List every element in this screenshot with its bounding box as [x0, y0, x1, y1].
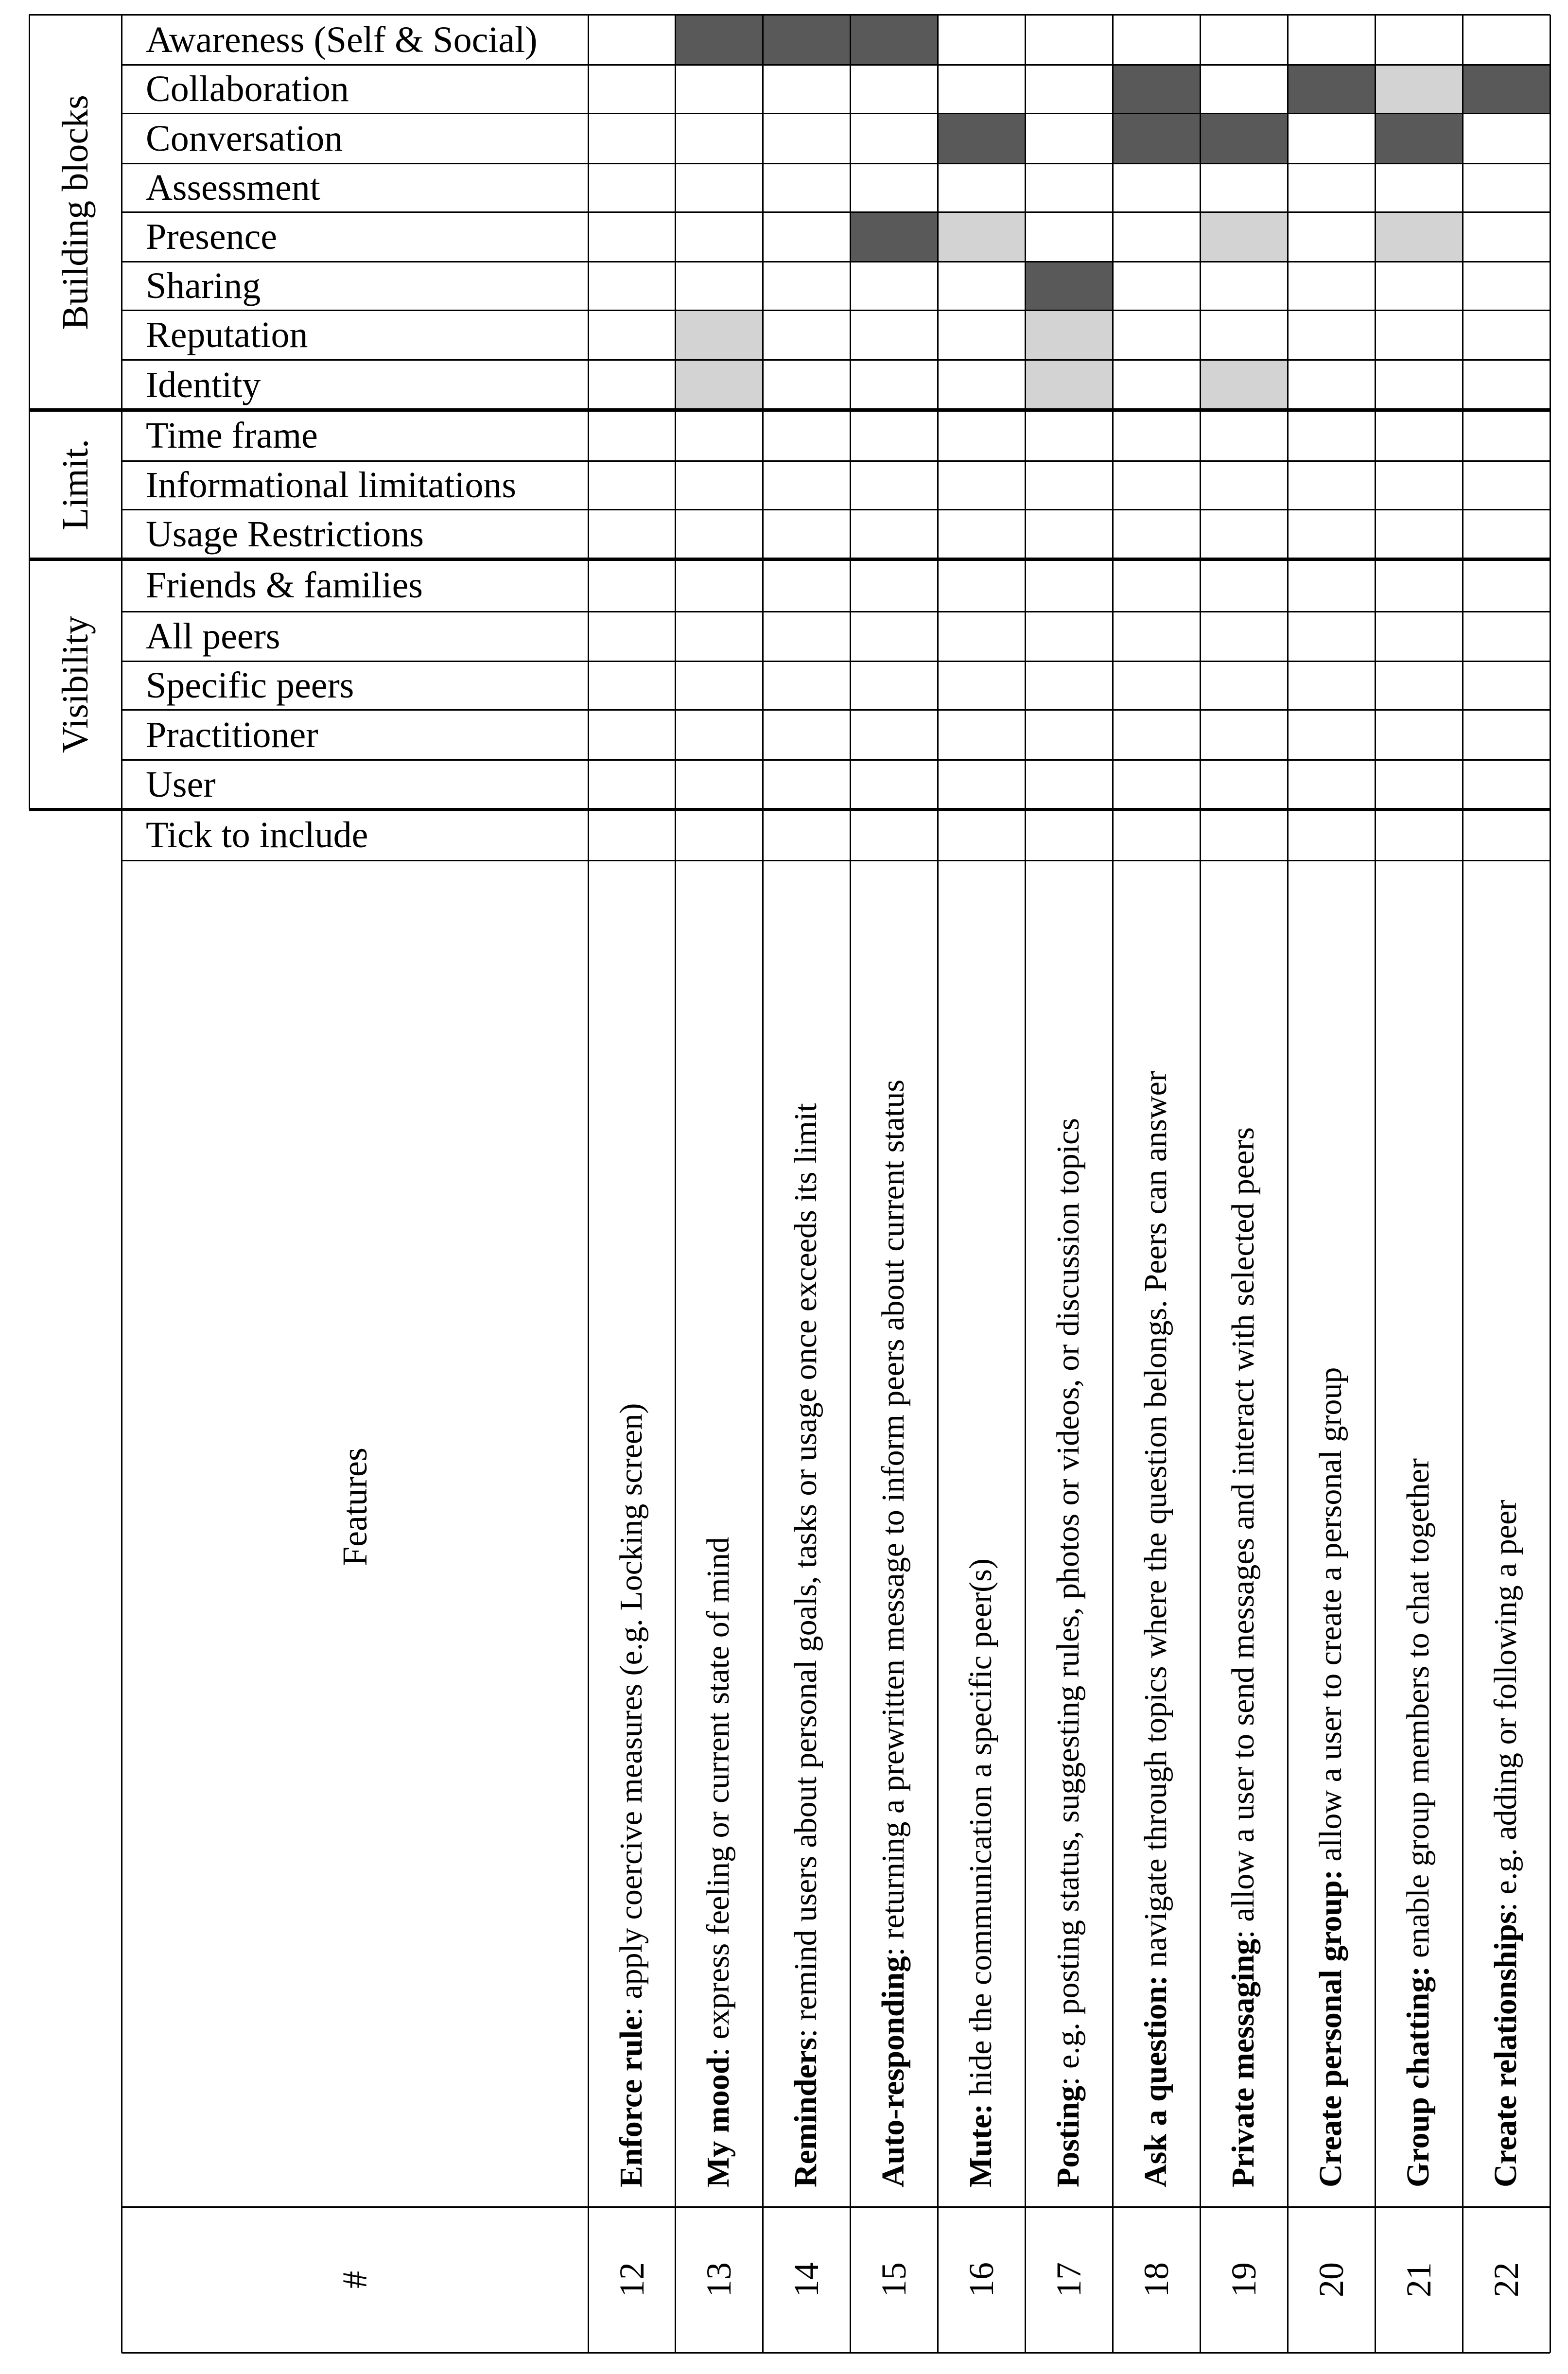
row-label: Sharing	[146, 265, 261, 306]
feature-detail: : remind users about personal goals, tasks or usage once exceeds its limit	[788, 1103, 823, 2038]
feature-detail: : returning a prewritten message to inform peers about current status	[875, 1079, 911, 1956]
shaded-cell	[1200, 360, 1288, 410]
shaded-cell	[938, 212, 1025, 262]
grid-line	[1025, 15, 1026, 2353]
grid-line	[1287, 15, 1289, 2353]
grid-line	[122, 2352, 1550, 2354]
feature-number: 14	[787, 2262, 826, 2297]
feature-number: 15	[874, 2262, 913, 2297]
row-label: Friends & families	[146, 565, 423, 606]
shaded-cell	[1200, 212, 1288, 262]
shaded-cell	[1200, 113, 1288, 163]
row-label: Specific peers	[146, 665, 354, 706]
feature-detail: : e.g. posting status, suggesting rules, photos or videos, or discussion topics	[1050, 1118, 1086, 2086]
shaded-cell	[1375, 65, 1463, 113]
grid-line	[122, 163, 1550, 164]
tick-to-include-checkbox[interactable]	[938, 809, 1025, 860]
grid-line	[588, 15, 589, 2353]
feature-description	[615, 1403, 647, 2187]
tick-to-include-checkbox[interactable]	[1200, 809, 1288, 860]
grid-line	[122, 759, 1550, 761]
shaded-cell	[1288, 65, 1375, 113]
feature-description	[1490, 1500, 1522, 2187]
feature-name: Create personal group:	[1313, 1869, 1348, 2187]
grid-line	[1550, 15, 1551, 2353]
shaded-cell	[675, 310, 763, 360]
shaded-cell	[675, 360, 763, 410]
number-header: #	[335, 2271, 374, 2288]
feature-number: 12	[612, 2262, 651, 2297]
grid-line	[122, 310, 1550, 311]
row-label: Presence	[146, 216, 278, 257]
feature-name: Private messaging	[1225, 1938, 1261, 2187]
feature-name: Posting	[1050, 2085, 1086, 2187]
row-label: Assessment	[146, 167, 320, 208]
shaded-cell	[938, 113, 1025, 163]
shaded-cell	[1025, 360, 1113, 410]
shaded-cell	[1375, 212, 1463, 262]
grid-line	[1200, 15, 1201, 2353]
row-label: Reputation	[146, 314, 308, 355]
row-label: Usage Restrictions	[146, 514, 424, 555]
feature-description	[1140, 1071, 1172, 2187]
grid-line	[122, 113, 1550, 114]
tick-to-include-checkbox[interactable]	[1025, 809, 1113, 860]
shaded-cell	[675, 15, 763, 65]
tick-to-include-checkbox[interactable]	[763, 809, 850, 860]
feature-detail: : express feeling or current state of mind	[700, 1537, 736, 2057]
shaded-cell	[1025, 310, 1113, 360]
feature-description	[1052, 1118, 1084, 2187]
grid-line	[675, 15, 676, 2353]
feature-name: Ask a question:	[1138, 1975, 1173, 2187]
feature-description	[702, 1537, 734, 2187]
feature-detail: navigate through topics where the question belongs. Peers can answer	[1138, 1071, 1173, 1975]
grid-line	[122, 64, 1550, 66]
feature-detail: : e.g. adding or following a peer	[1488, 1500, 1523, 1912]
tick-to-include-checkbox[interactable]	[1113, 809, 1200, 860]
shaded-cell	[1463, 65, 1550, 113]
grid-line	[121, 15, 122, 2353]
grid-line	[122, 611, 1550, 612]
grid-line	[1375, 15, 1376, 2353]
feature-detail: : allow a user to send messages and interact with selected peers	[1225, 1127, 1261, 1939]
grid-line	[122, 509, 1550, 510]
feature-number: 17	[1049, 2262, 1088, 2297]
shaded-cell	[1113, 65, 1200, 113]
grid-line	[1462, 15, 1463, 2353]
shaded-cell	[850, 15, 938, 65]
feature-name: Create relationships	[1488, 1911, 1523, 2187]
feature-description	[1315, 1367, 1347, 2187]
row-label: Awareness (Self & Social)	[146, 19, 538, 60]
feature-number: 22	[1487, 2262, 1526, 2297]
feature-detail: enable group members to chat together	[1400, 1458, 1436, 1966]
feature-number: 18	[1137, 2262, 1176, 2297]
tick-to-include-checkbox[interactable]	[1463, 809, 1550, 860]
grid-line	[937, 15, 939, 2353]
row-label: Collaboration	[146, 69, 349, 109]
group-label: Visibility	[55, 615, 96, 753]
grid-line	[1112, 15, 1114, 2353]
row-label: Tick to include	[146, 814, 368, 855]
row-label: Conversation	[146, 118, 343, 159]
shaded-cell	[763, 15, 850, 65]
grid-line	[29, 558, 1550, 561]
tick-to-include-checkbox[interactable]	[1375, 809, 1463, 860]
feature-number: 13	[699, 2262, 738, 2297]
shaded-cell	[850, 212, 938, 262]
group-label: Building blocks	[55, 94, 96, 330]
grid-line	[122, 661, 1550, 662]
feature-description	[1402, 1458, 1434, 2187]
feature-number: 21	[1399, 2262, 1438, 2297]
grid-line	[122, 460, 1550, 462]
row-label: All peers	[146, 616, 280, 657]
row-label: Practitioner	[146, 714, 318, 755]
tick-to-include-checkbox[interactable]	[588, 809, 675, 860]
feature-name: Reminders	[788, 2038, 823, 2187]
feature-detail: hide the communication a specific peer(s)	[963, 1558, 998, 2104]
feature-number: 20	[1312, 2262, 1351, 2297]
row-label: Informational limitations	[146, 465, 516, 506]
feature-detail: allow a user to create a personal group	[1313, 1367, 1348, 1870]
feature-number: 19	[1224, 2262, 1263, 2297]
feature-description	[877, 1080, 909, 2187]
tick-to-include-checkbox[interactable]	[850, 809, 938, 860]
grid-line	[122, 211, 1550, 213]
group-label: Limit.	[55, 438, 96, 530]
grid-line	[850, 15, 851, 2353]
feature-name: Enforce rule	[613, 2016, 649, 2187]
row-label: User	[146, 764, 216, 805]
grid-line	[29, 14, 1550, 16]
feature-description	[965, 1558, 997, 2187]
feature-description	[1227, 1127, 1259, 2187]
grid-line	[29, 15, 30, 809]
grid-line	[122, 2206, 1550, 2208]
grid-line	[122, 359, 1550, 361]
grid-line	[29, 408, 1550, 412]
tick-to-include-checkbox[interactable]	[675, 809, 763, 860]
features-header: Features	[335, 1448, 374, 1566]
shaded-cell	[1113, 113, 1200, 163]
row-label: Time frame	[146, 415, 318, 456]
feature-name: Group chatting:	[1400, 1966, 1436, 2187]
tick-to-include-checkbox[interactable]	[1288, 809, 1375, 860]
grid-line	[122, 709, 1550, 711]
feature-description	[790, 1103, 822, 2187]
shaded-cell	[1025, 262, 1113, 310]
feature-number: 16	[962, 2262, 1001, 2297]
feature-name: Auto-responding	[875, 1956, 911, 2187]
grid-line	[122, 261, 1550, 262]
feature-name: My mood	[700, 2056, 736, 2187]
feature-detail: : apply coercive measures (e.g. Locking screen)	[613, 1403, 649, 2016]
shaded-cell	[1375, 113, 1463, 163]
grid-line	[762, 15, 764, 2353]
row-label: Identity	[146, 364, 261, 405]
feature-name: Mute:	[963, 2103, 998, 2187]
